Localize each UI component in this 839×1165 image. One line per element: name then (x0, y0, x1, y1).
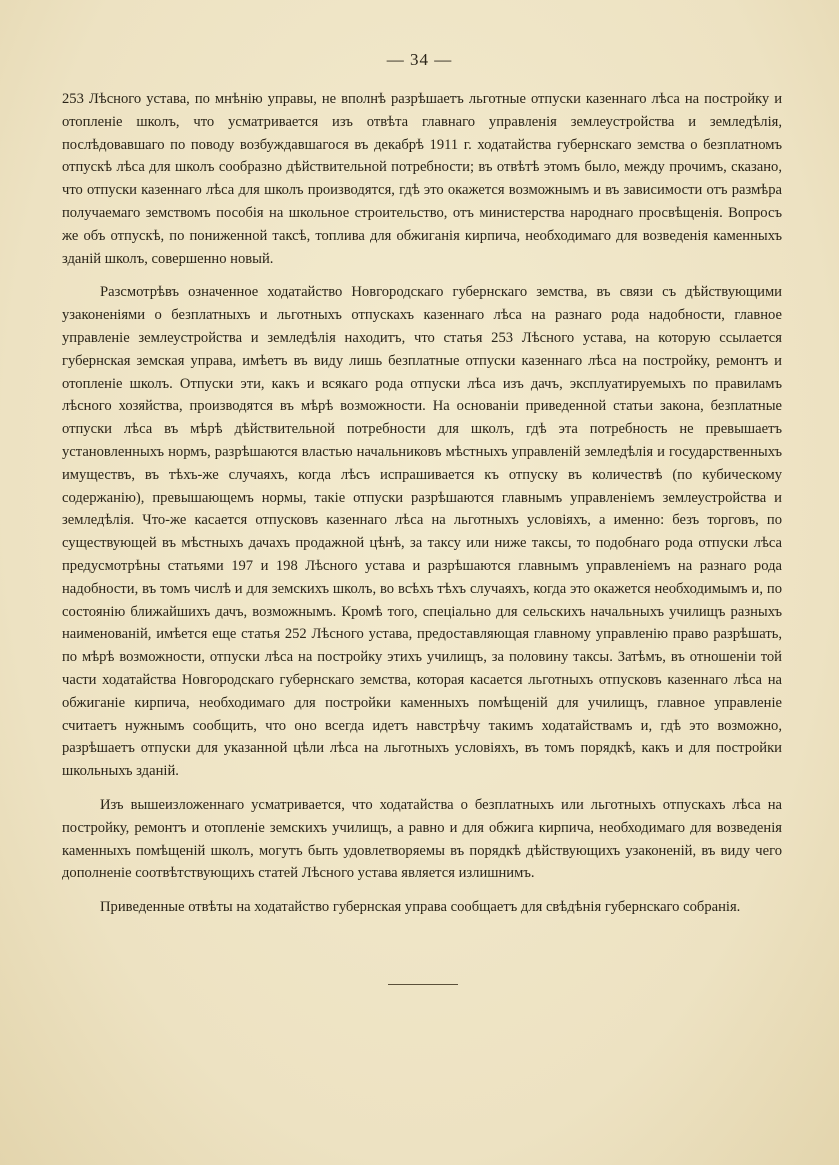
page-number: — 34 — (386, 50, 453, 69)
body-text (62, 88, 782, 919)
paragraph-continuation: 253 Лѣсного устава, по мнѣнію управы, не вполнѣ разрѣшаетъ льготные отпуски казеннаго лѣса на постройку и отопленіе школъ, что усматривается изъ отвѣта главнаго управленія землеустройства и земледѣлія, послѣдовавшаго по поводу возбуждавшагося въ декабрѣ 1911 г. ходатайства губернскаго земства о безплатномъ отпускѣ лѣса для школъ сообразно дѣйствительной потребности; въ отвѣтѣ этомъ было, между прочимъ, сказано, что отпуски казеннаго лѣса для школъ производятся, гдѣ это окажется возможнымъ и въ зависимости отъ размѣра получаемаго земствомъ пособія на школьное строительство, отъ министерства народнаго просвѣщенія. Вопросъ же объ отпускѣ, по пониженной таксѣ, топлива для обжиганія кирпича, необходимаго для возведенія каменныхъ зданій школъ, совершенно новый. (62, 91, 782, 267)
paragraph-ministry-response: Разсмотрѣвъ означенное ходатайство Новгородскаго губернскаго земства, въ связи съ дѣйствующими узаконеніями о безплатныхъ и льготныхъ отпускахъ казеннаго лѣса на разнаго рода надобности, главное управленіе землеустройства и земледѣлія находитъ, что статья 253 Лѣсного устава, на которую ссылается губернская земская управа, имѣетъ въ виду лишь безплатные отпуски казеннаго лѣса на постройку, ремонтъ и отопленіе школъ. Отпуски эти, какъ и всякаго рода отпуски лѣса изъ дачъ, эксплуатируемыхъ по правиламъ лѣсного хозяйства, производятся въ мѣрѣ возможности. На основаніи приведенной статьи закона, безплатные отпуски лѣса въ мѣрѣ дѣйствительной потребности для школъ, гдѣ эта потребность не превышаетъ установленныхъ нормъ, разрѣшаются властью начальниковъ мѣстныхъ управленій земледѣлія и государственныхъ имуществъ, въ тѣхъ-же случаяхъ, когда лѣсъ испрашивается къ отпуску въ количествѣ (по кубическому содержанію), превышающемъ нормы, такіе отпуски разрѣшаются главнымъ управленіемъ землеустройства и земледѣлія. Что-же касается отпусковъ казеннаго лѣса на льготныхъ условіяхъ, а именно: безъ торговъ, по существующей въ мѣстныхъ дачахъ продажной цѣнѣ, за таксу или ниже таксы, то подобнаго рода отпуски лѣса предусмотрѣны статьями 197 и 198 Лѣсного устава и разрѣшаются главнымъ управленіемъ на разнаго рода надобности, въ томъ числѣ и для земскихъ школъ, во всѣхъ тѣхъ случаяхъ, когда это окажется необходимымъ и, по состоянію ближайшихъ дачъ, возможнымъ. Кромѣ того, спеціально для сельскихъ начальныхъ училищъ разныхъ наименованій, имѣется еще статья 252 Лѣсного устава, предоставляющая главному управленію право разрѣшать, по мѣрѣ возможности, отпуски лѣса на постройку этихъ училищъ, за половину таксы. Затѣмъ, въ отношеніи той части ходатайства Новгородскаго губернскаго земства, которая касается льготныхъ отпусковъ казеннаго лѣса на обжиганіе кирпича, необходимаго для постройки каменныхъ помѣщеній для училищъ, главное управленіе считаетъ нужнымъ сообщить, что оно всегда идетъ навстрѣчу такимъ ходатайствамъ и, гдѣ это возможно, разрѣшаетъ отпуски для указанной цѣли лѣса на льготныхъ условіяхъ, въ томъ порядкѣ, какъ и для постройки школьныхъ зданій. (62, 284, 782, 780)
paragraph-conclusion: Изъ вышеизложеннаго усматривается, что ходатайства о безплатныхъ или льготныхъ отпускахъ лѣса на постройку, ремонтъ и отопленіе земскихъ училищъ, а равно и для обжига кирпича, необходимаго для возведенія каменныхъ помѣщеній школъ, могутъ быть удовлетворяемы въ порядкѣ дѣйствующихъ узаконеній, въ виду чего дополненіе соотвѣтствующихъ статей Лѣсного устава является излишнимъ. (62, 796, 782, 882)
end-divider (388, 984, 458, 985)
paragraph-closing: Приведенные отвѣты на ходатайство губернская управа сообщаетъ для свѣдѣнія губернскаго собранія. (100, 899, 741, 916)
